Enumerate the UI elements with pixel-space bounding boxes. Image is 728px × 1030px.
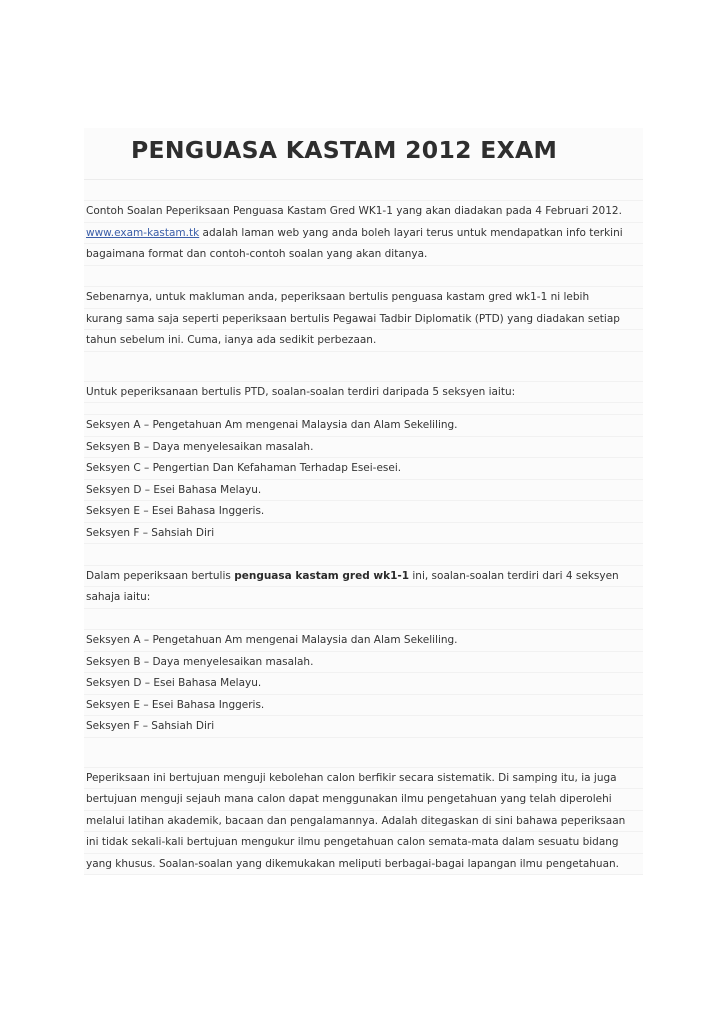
spacer [84, 266, 643, 288]
closing-line: melalui latihan akademik, bacaan dan pengalamannya. Adalah ditegaskan di sini bahawa peperiksaan [84, 811, 643, 833]
ptd-section: Seksyen B – Daya menyelesaikan masalah. [84, 437, 643, 459]
kastam-line-1 [84, 566, 643, 588]
kastam-line-1-pre: Dalam peperiksaan bertulis [86, 569, 235, 582]
closing-line: yang khusus. Soalan-soalan yang dikemukakan meliputi berbagai-bagai lapangan ilmu pengetahuan. [84, 854, 643, 876]
ptd-intro: Untuk peperiksanaan bertulis PTD, soalan-soalan terdiri daripada 5 seksyen iaitu: [84, 382, 643, 404]
intro-line-2-text: adalah laman web yang anda boleh layari terus untuk mendapatkan info terkini [199, 226, 623, 239]
kastam-line-1-post: ini, soalan-soalan terdiri dari 4 seksyen [409, 569, 619, 582]
page-title: PENGUASA KASTAM 2012 EXAM [84, 128, 643, 180]
intro-line-2 [84, 223, 643, 245]
kastam-section: Seksyen E – Esei Bahasa Inggeris. [84, 695, 643, 717]
ptd-section: Seksyen E – Esei Bahasa Inggeris. [84, 501, 643, 523]
para2-line-2: kurang sama saja seperti peperiksaan bertulis Pegawai Tadbir Diplomatik (PTD) yang diadakan setiap [84, 309, 643, 331]
document-body [84, 128, 643, 875]
spacer [84, 609, 643, 631]
kastam-line-2: sahaja iaitu: [84, 587, 643, 609]
exam-kastam-link[interactable]: www.exam-kastam.tk [86, 226, 200, 239]
kastam-grade-bold: penguasa kastam gred wk1-1 [234, 569, 410, 582]
kastam-section: Seksyen F – Sahsiah Diri [84, 716, 643, 738]
ptd-section: Seksyen A – Pengetahuan Am mengenai Malaysia dan Alam Sekeliling. [84, 415, 643, 437]
closing-line: bertujuan menguji sejauh mana calon dapat menggunakan ilmu pengetahuan yang telah diperolehi [84, 789, 643, 811]
closing-line: Peperiksaan ini bertujuan menguji kebolehan calon berfikir secara sistematik. Di samping itu, ia juga [84, 768, 643, 790]
para2-line-3: tahun sebelum ini. Cuma, ianya ada sedikit perbezaan. [84, 330, 643, 352]
intro-line-1: Contoh Soalan Peperiksaan Penguasa Kastam Gred WK1-1 yang akan diadakan pada 4 Februari 2012. [84, 201, 643, 223]
intro-line-3: bagaimana format dan contoh-contoh soalan yang akan ditanya. [84, 244, 643, 266]
spacer [84, 180, 643, 201]
para2-line-1: Sebenarnya, untuk makluman anda, peperiksaan bertulis penguasa kastam gred wk1-1 ni lebih [84, 287, 643, 309]
spacer [84, 738, 643, 768]
closing-line: ini tidak sekali-kali bertujuan mengukur ilmu pengetahuan calon semata-mata dalam sesuatu bidang [84, 832, 643, 854]
spacer [84, 403, 643, 415]
kastam-section: Seksyen A – Pengetahuan Am mengenai Malaysia dan Alam Sekeliling. [84, 630, 643, 652]
spacer [84, 544, 643, 566]
ptd-section: Seksyen F – Sahsiah Diri [84, 523, 643, 545]
kastam-section: Seksyen B – Daya menyelesaikan masalah. [84, 652, 643, 674]
spacer [84, 352, 643, 382]
ptd-section: Seksyen D – Esei Bahasa Melayu. [84, 480, 643, 502]
ptd-section: Seksyen C – Pengertian Dan Kefahaman Terhadap Esei-esei. [84, 458, 643, 480]
kastam-section: Seksyen D – Esei Bahasa Melayu. [84, 673, 643, 695]
